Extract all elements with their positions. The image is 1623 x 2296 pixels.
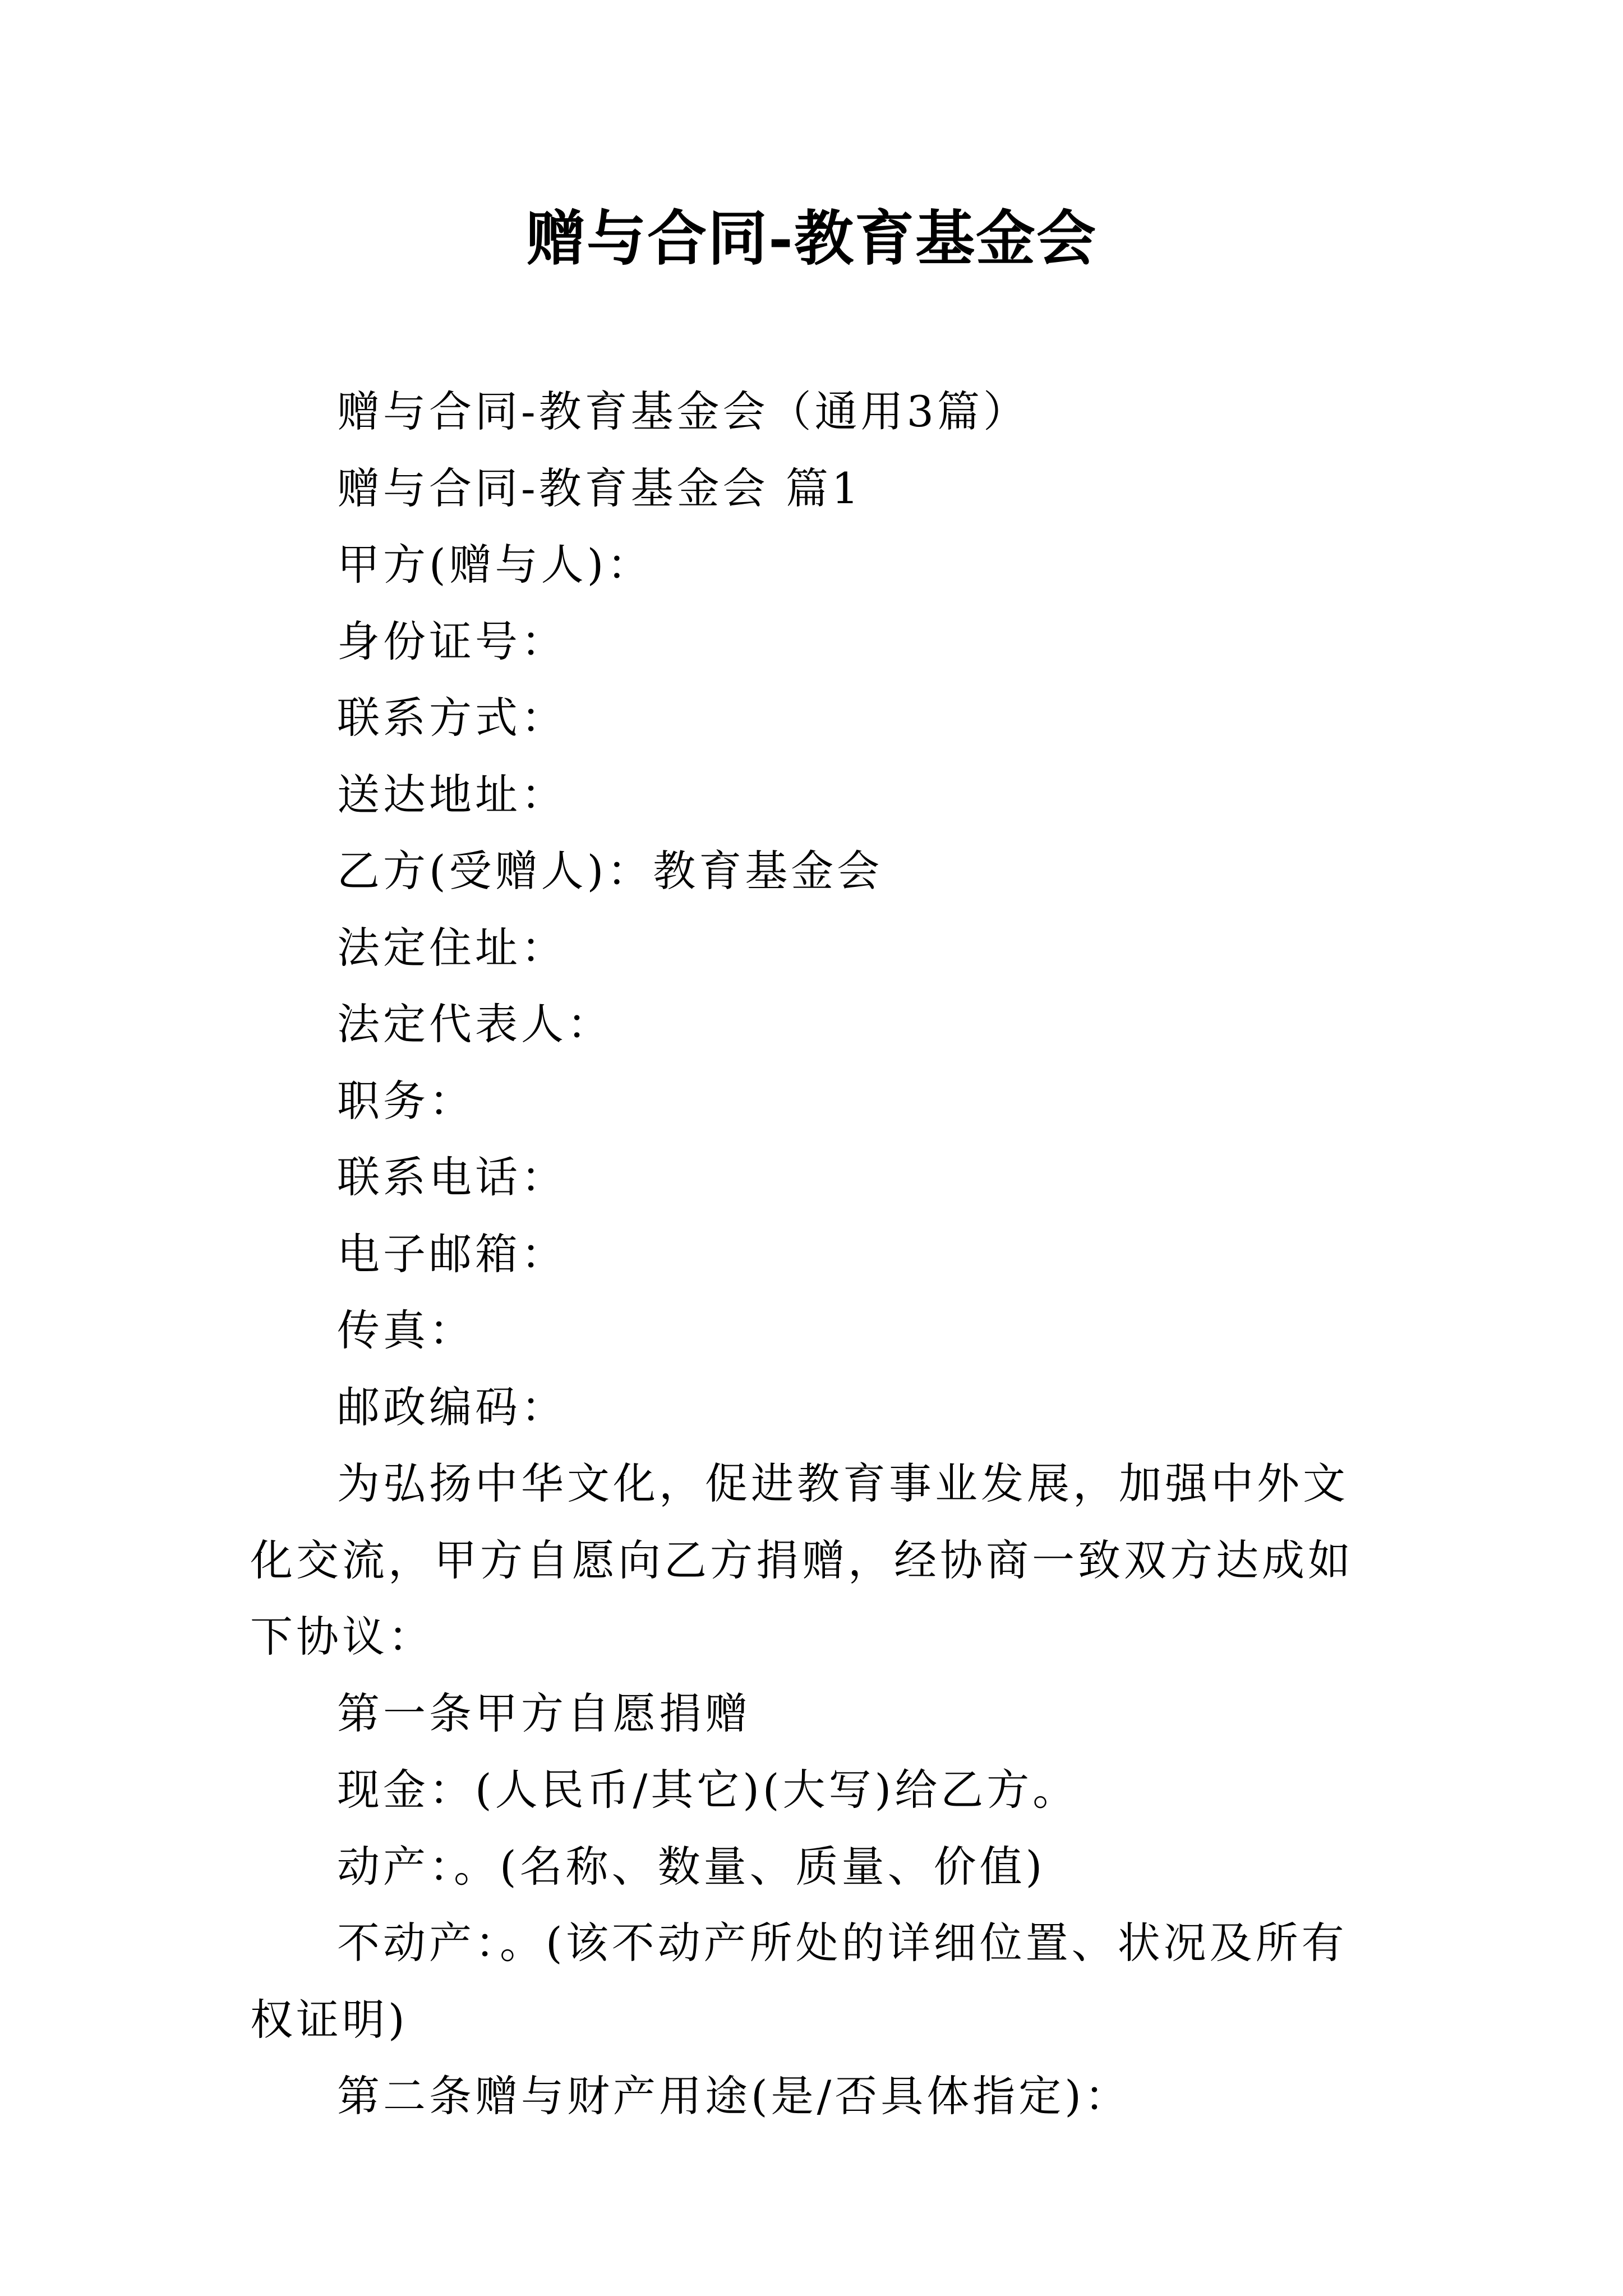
article-2-title: 第二条赠与财产用途(是/否具体指定)：: [337, 2071, 1131, 2121]
party-a-field: 甲方(赠与人)：: [337, 540, 653, 590]
immovable-property-paragraph: 不动产：。(该不动产所处的详细位置、状况及所有权证明): [250, 1918, 1348, 2045]
movable-property-line: 动产：。(名称、数量、质量、价值): [337, 1841, 1046, 1892]
party-b-field: 乙方(受赠人)：教育基金会: [337, 846, 883, 896]
fax-field: 传真：: [337, 1305, 475, 1355]
cash-line: 现金：(人民币/其它)(大写)给乙方。: [337, 1765, 1079, 1815]
document-title: 赠与合同-教育基金会: [526, 203, 1097, 273]
article-1-title: 第一条甲方自愿捐赠: [337, 1688, 751, 1738]
intro-paragraph: 为弘扬中华文化，促进教育事业发展，加强中外文化交流，甲方自愿向乙方捐赠，经协商一致双方达成如下协议：: [250, 1458, 1354, 1662]
document-body: [250, 374, 1383, 2135]
email-field: 电子邮箱：: [337, 1228, 567, 1279]
id-number-field: 身份证号：: [337, 616, 567, 666]
legal-address-field: 法定住址：: [337, 922, 567, 973]
subtitle-line: 赠与合同-教育基金会（通用3篇）: [337, 386, 1030, 436]
address-field: 送达地址：: [337, 769, 567, 820]
contact-field: 联系方式：: [337, 693, 567, 743]
section-heading: 赠与合同-教育基金会 篇1: [337, 463, 863, 513]
legal-representative-field: 法定代表人：: [337, 999, 613, 1049]
postal-code-field: 邮政编码：: [337, 1382, 567, 1432]
position-field: 职务：: [337, 1075, 475, 1126]
phone-field: 联系电话：: [337, 1152, 567, 1202]
